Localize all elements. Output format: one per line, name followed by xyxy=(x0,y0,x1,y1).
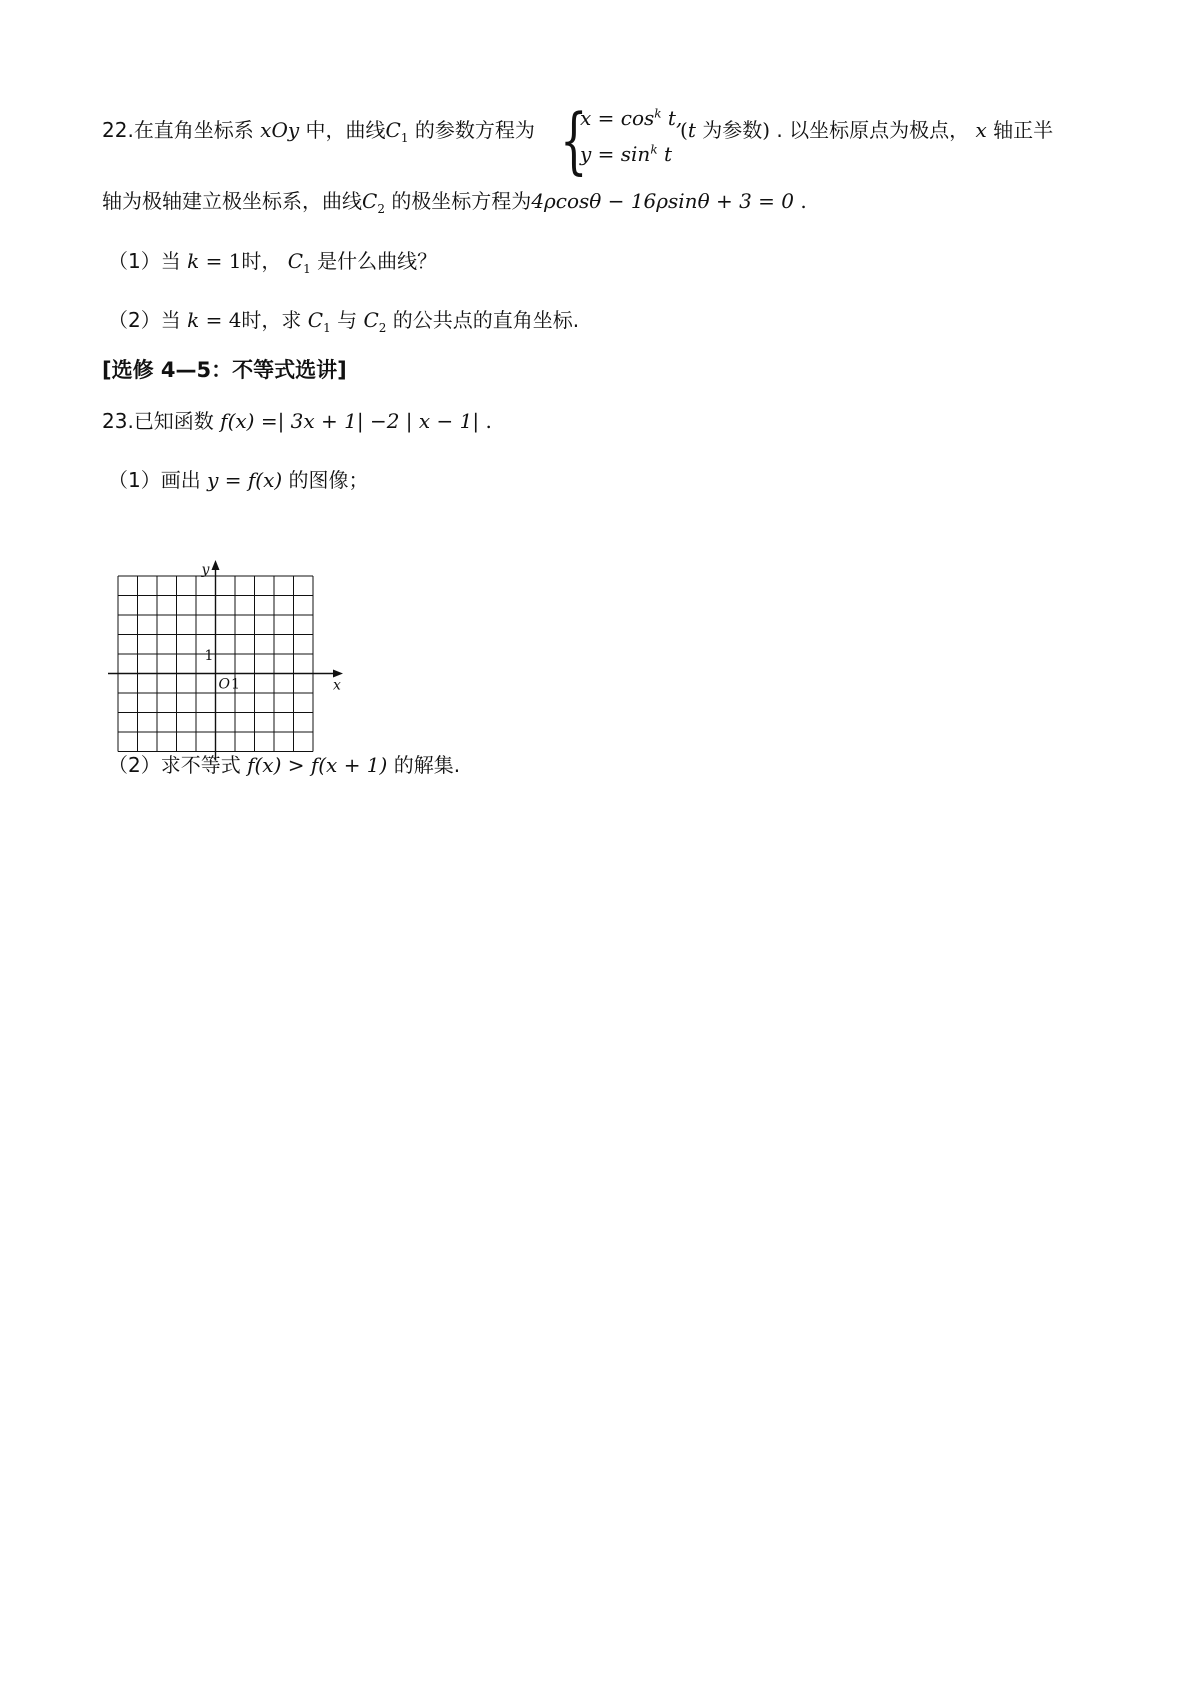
system-row-1 xyxy=(580,106,682,130)
q22-c1: C xyxy=(385,118,401,142)
q22-text-4: . 以坐标原点为极点， xyxy=(776,118,970,142)
q22-text-5: 轴正半 xyxy=(993,118,1054,142)
left-brace: { xyxy=(560,98,588,182)
part-2-k: k xyxy=(187,308,200,332)
x-axis-label: x xyxy=(333,677,341,694)
part-2-eq: = 4 xyxy=(199,308,242,332)
q23-part-1-end: 的图像； xyxy=(288,468,369,492)
q23-part-2 xyxy=(108,755,460,775)
q22-c1-sub: 1 xyxy=(400,131,409,145)
system-row-1-eq: x = cos xyxy=(580,106,655,130)
q22-line-1-tail xyxy=(680,120,1053,140)
part-2-c2: C xyxy=(363,308,379,332)
q22-text-3: 的参数方程为 xyxy=(414,118,535,142)
paren-open: ( xyxy=(680,118,688,142)
y-tick-label: 1 xyxy=(204,648,214,664)
part-1-c: C xyxy=(287,249,304,273)
part-1-label: （1）当 xyxy=(108,249,181,273)
x-var: x xyxy=(975,118,987,142)
part-2-c2-sub: 2 xyxy=(378,321,387,335)
question-number: 22. xyxy=(102,118,134,142)
q23-part-1 xyxy=(108,470,369,490)
part-2-mid: 时，求 xyxy=(241,308,302,332)
part-2-with: 与 xyxy=(337,308,358,332)
param-var: t xyxy=(687,118,696,142)
system-row-1-var: t, xyxy=(661,106,683,130)
part-2-c1-sub: 1 xyxy=(323,321,331,335)
y-axis-arrow-icon xyxy=(212,560,220,570)
q23-line-1 xyxy=(102,411,492,431)
q22-c2: C xyxy=(362,189,378,213)
system-row-2 xyxy=(580,142,672,166)
x-axis-arrow-icon xyxy=(333,670,343,678)
part-1-c-sub: 1 xyxy=(303,262,311,276)
q22-part-1 xyxy=(108,251,437,275)
q22-line2-end: . xyxy=(800,189,807,213)
q23-function: f(x) =| 3x + 1| −2 | x − 1| xyxy=(220,409,480,433)
part-2-end: 的公共点的直角坐标. xyxy=(392,308,580,332)
q22-text-1: 在直角坐标系 xyxy=(133,118,254,142)
param-text: 为参数 xyxy=(702,118,763,142)
origin-label: O xyxy=(218,676,230,693)
part-1-end: 是什么曲线？ xyxy=(317,249,438,273)
q22-text-2: 中，曲线 xyxy=(305,118,386,142)
q23-part-2-eq: f(x) > f(x + 1) xyxy=(247,753,388,777)
q22-line2-text: 轴为极轴建立极坐标系，曲线 xyxy=(102,189,362,213)
q22-part-2 xyxy=(108,310,579,334)
q22-line2-text-b: 的极坐标方程为 xyxy=(391,189,532,213)
q23-part-2-end: 的解集. xyxy=(393,753,461,777)
system-row-2-var: t xyxy=(657,142,672,166)
grid-svg xyxy=(108,560,368,760)
system-row-2-eq: y = sin xyxy=(580,142,651,166)
system-row-1-exp: k xyxy=(654,106,662,121)
part-2-c1: C xyxy=(307,308,324,332)
q23-text-1: 已知函数 xyxy=(133,409,214,433)
system-row-2-exp: k xyxy=(650,142,658,157)
q23-part-1-eq: y = f(x) xyxy=(207,468,283,492)
question-number-23: 23. xyxy=(102,409,134,433)
parametric-system xyxy=(560,98,683,184)
q23-part-1-label: （1）画出 xyxy=(108,468,201,492)
q23-end: . xyxy=(485,409,492,433)
q22-xoy: xOy xyxy=(260,118,300,142)
q22-line-1 xyxy=(102,120,535,144)
q22-line-2 xyxy=(102,191,807,215)
part-1-mid: 时， xyxy=(241,249,282,273)
y-axis-label: y xyxy=(201,562,210,578)
q23-part-2-label: （2）求不等式 xyxy=(108,753,241,777)
part-1-k: k xyxy=(187,249,200,273)
paren-close: ) xyxy=(762,118,771,142)
part-1-eq: = 1 xyxy=(199,249,242,273)
coordinate-grid xyxy=(108,560,368,765)
part-2-label: （2）当 xyxy=(108,308,181,332)
polar-equation: 4ρcosθ − 16ρsinθ + 3 = 0 xyxy=(531,189,794,213)
x-tick-label: 1 xyxy=(231,676,240,693)
section-heading: [选修 4—5：不等式选讲] xyxy=(102,358,347,382)
q22-c2-sub: 2 xyxy=(377,202,385,216)
